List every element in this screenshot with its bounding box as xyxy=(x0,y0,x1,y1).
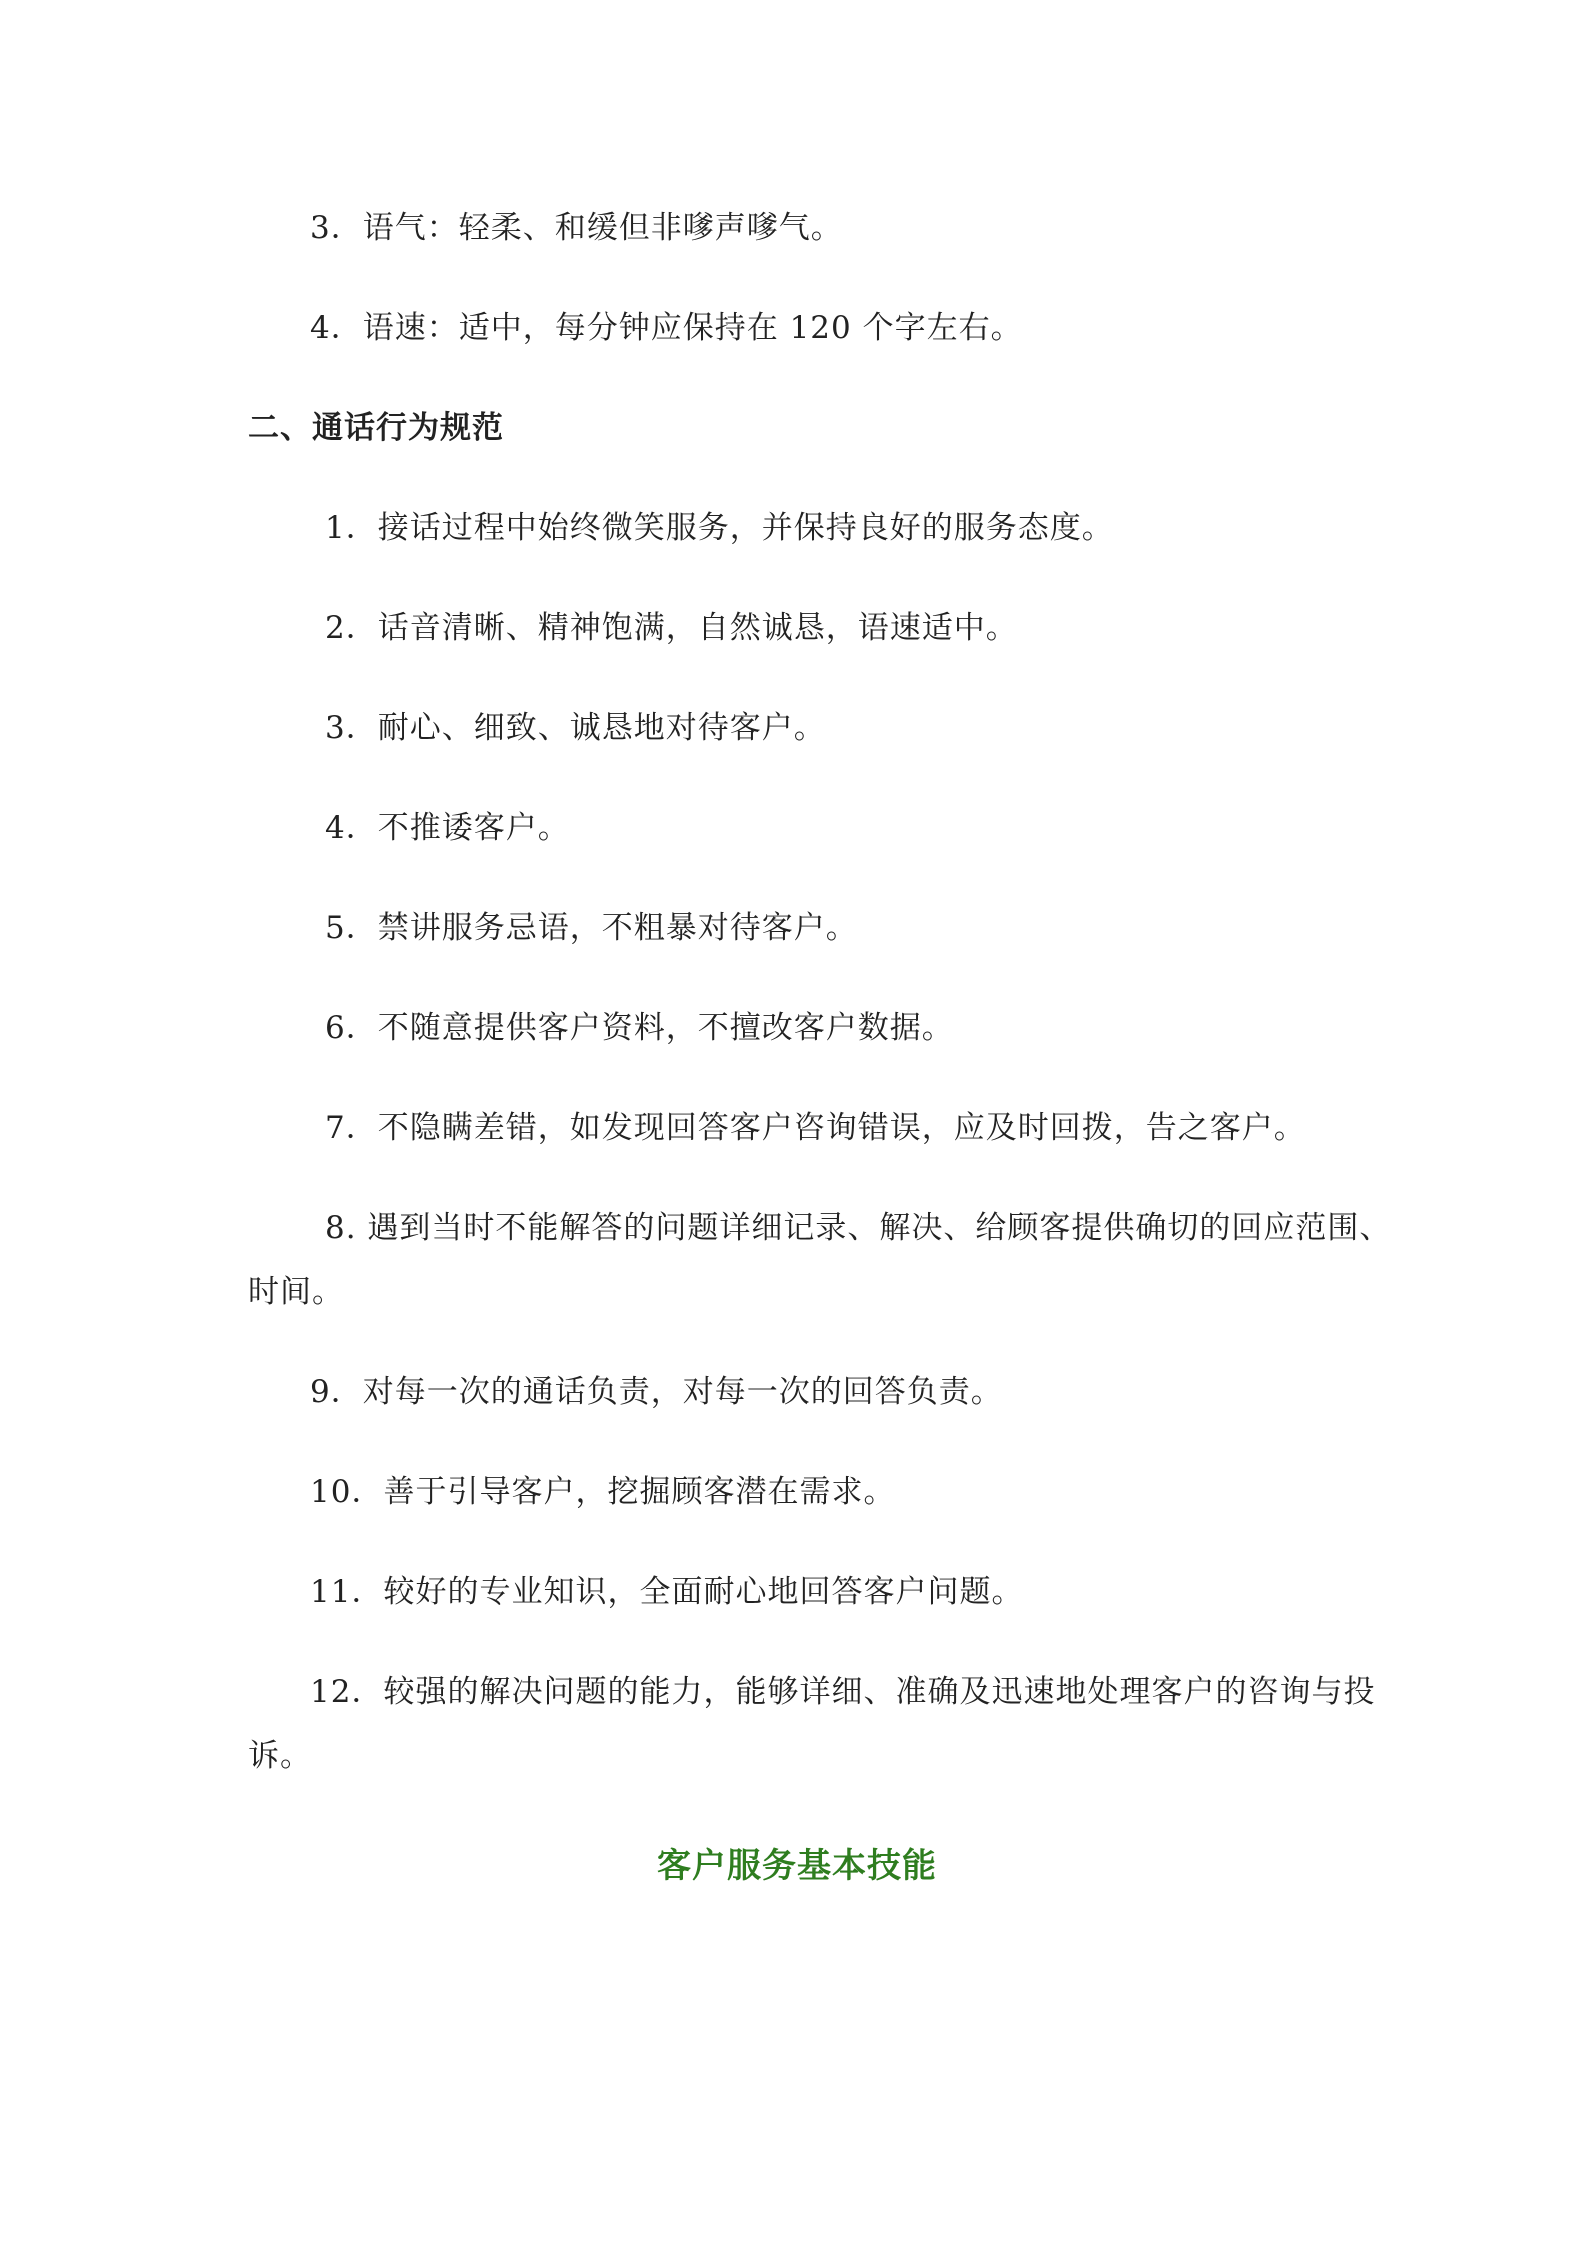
list-item: 5．禁讲服务忌语，不粗暴对待客户。 xyxy=(325,910,858,946)
list-item: 8. 遇到当时不能解答的问题详细记录、解决、给顾客提供确切的回应范围、 xyxy=(325,1210,1392,1246)
list-item: 2．话音清晰、精神饱满，自然诚恳，语速适中。 xyxy=(325,610,1018,646)
list-item: 3．耐心、细致、诚恳地对待客户。 xyxy=(325,710,826,746)
list-item: 12．较强的解决问题的能力，能够详细、准确及迅速地处理客户的咨询与投 xyxy=(310,1674,1376,1710)
list-item: 7．不隐瞒差错，如发现回答客户咨询错误，应及时回拨，告之客户。 xyxy=(325,1110,1306,1146)
list-item-continuation: 时间。 xyxy=(248,1274,344,1310)
list-item: 9．对每一次的通话负责，对每一次的回答负责。 xyxy=(310,1374,1003,1410)
list-item: 1．接话过程中始终微笑服务，并保持良好的服务态度。 xyxy=(325,510,1114,546)
list-item: 6．不随意提供客户资料，不擅改客户数据。 xyxy=(325,1010,954,1046)
next-section-title: 客户服务基本技能 xyxy=(657,1846,937,1886)
tone-item: 3．语气：轻柔、和缓但非嗲声嗲气。 xyxy=(310,210,843,246)
list-item-continuation: 诉。 xyxy=(248,1738,312,1774)
speech-rate-item: 4．语速：适中，每分钟应保持在 120 个字左右。 xyxy=(310,310,1023,346)
list-item: 11．较好的专业知识，全面耐心地回答客户问题。 xyxy=(310,1574,1024,1610)
list-item: 4．不推诿客户。 xyxy=(325,810,570,846)
list-item: 10．善于引导客户，挖掘顾客潜在需求。 xyxy=(310,1474,896,1510)
section-heading: 二、通话行为规范 xyxy=(248,410,504,446)
